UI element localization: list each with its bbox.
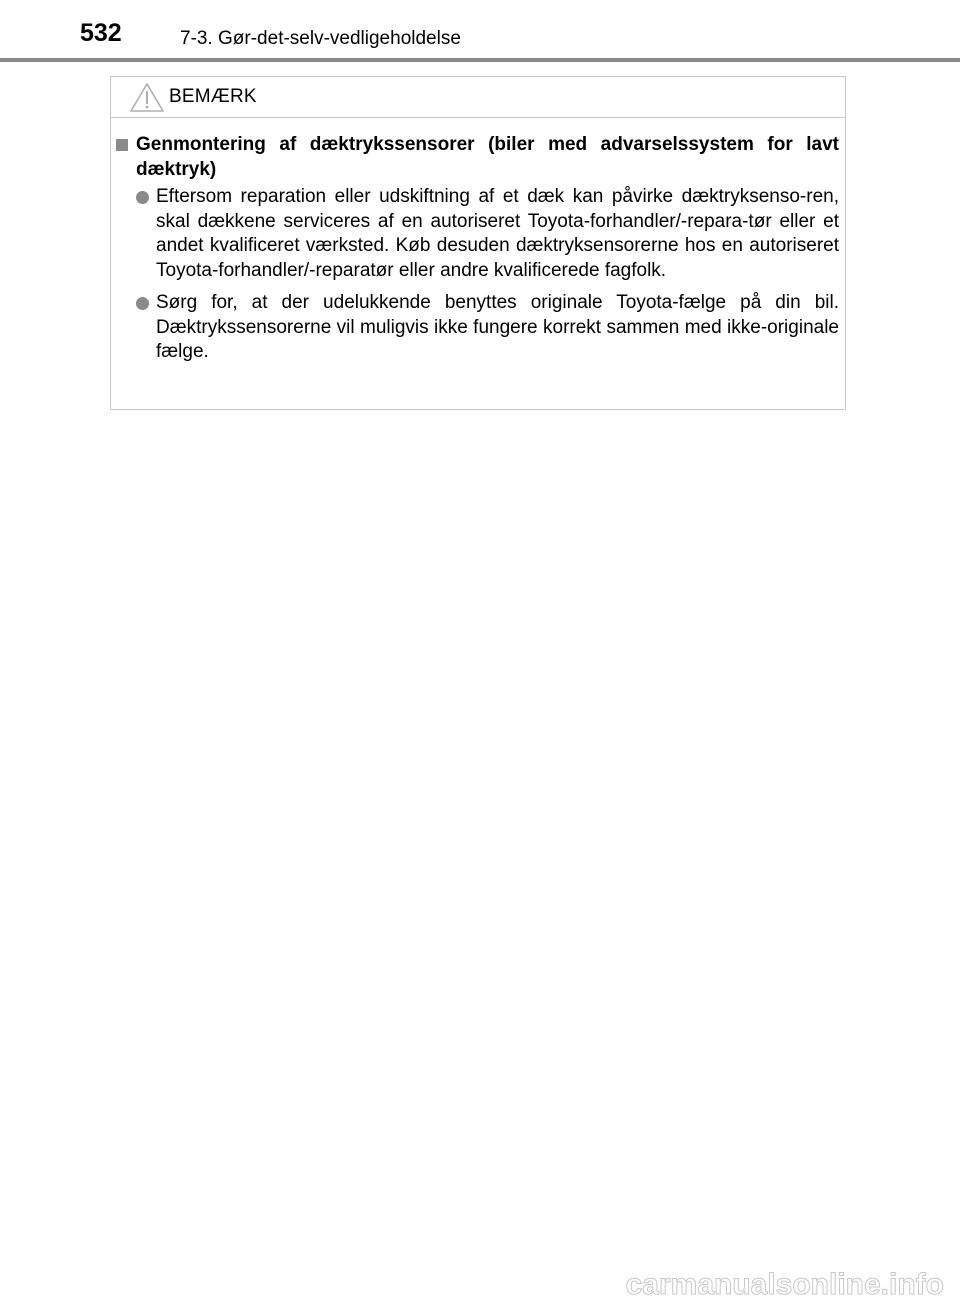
notice-box (110, 76, 846, 410)
warning-triangle-icon (129, 82, 165, 113)
subheading-text: Genmontering af dæktrykssensorer (biler med advarselssystem for lavt dæktryk) (136, 134, 839, 180)
watermark (546, 1264, 946, 1304)
list-item (111, 185, 847, 283)
section-title: 7-3. Gør-det-selv-vedligeholdelse (180, 28, 461, 49)
list-item-text: Sørg for, at der udelukkende benyttes originale Toyota-fælge på din bil. Dæktrykssensorerne vil muligvis ikke fungere korrekt sammen med ikke-originale fælge. (156, 292, 839, 362)
notice-body (111, 133, 847, 365)
circle-bullet-icon (136, 297, 149, 310)
watermark-text: carmanualsonline.info (625, 1268, 944, 1301)
page-header (0, 0, 960, 62)
list-item (111, 291, 847, 365)
notice-header (111, 77, 845, 118)
header-divider (0, 58, 960, 62)
circle-bullet-icon (136, 191, 149, 204)
page-number: 532 (80, 19, 122, 47)
notice-subheading (111, 133, 847, 182)
square-bullet-icon (116, 139, 128, 151)
notice-label: BEMÆRK (169, 86, 257, 107)
list-item-text: Eftersom reparation eller udskiftning af et dæk kan påvirke dæktryksenso-ren, skal dækkene serviceres af en autoriseret Toyota-forhandler/-repara-tør eller et andet kvalificeret værksted. Køb desuden dæktryksensorerne hos en autoriseret Toyota-forhandler/-reparatør eller andre kvalificerede fagfolk. (156, 186, 839, 281)
